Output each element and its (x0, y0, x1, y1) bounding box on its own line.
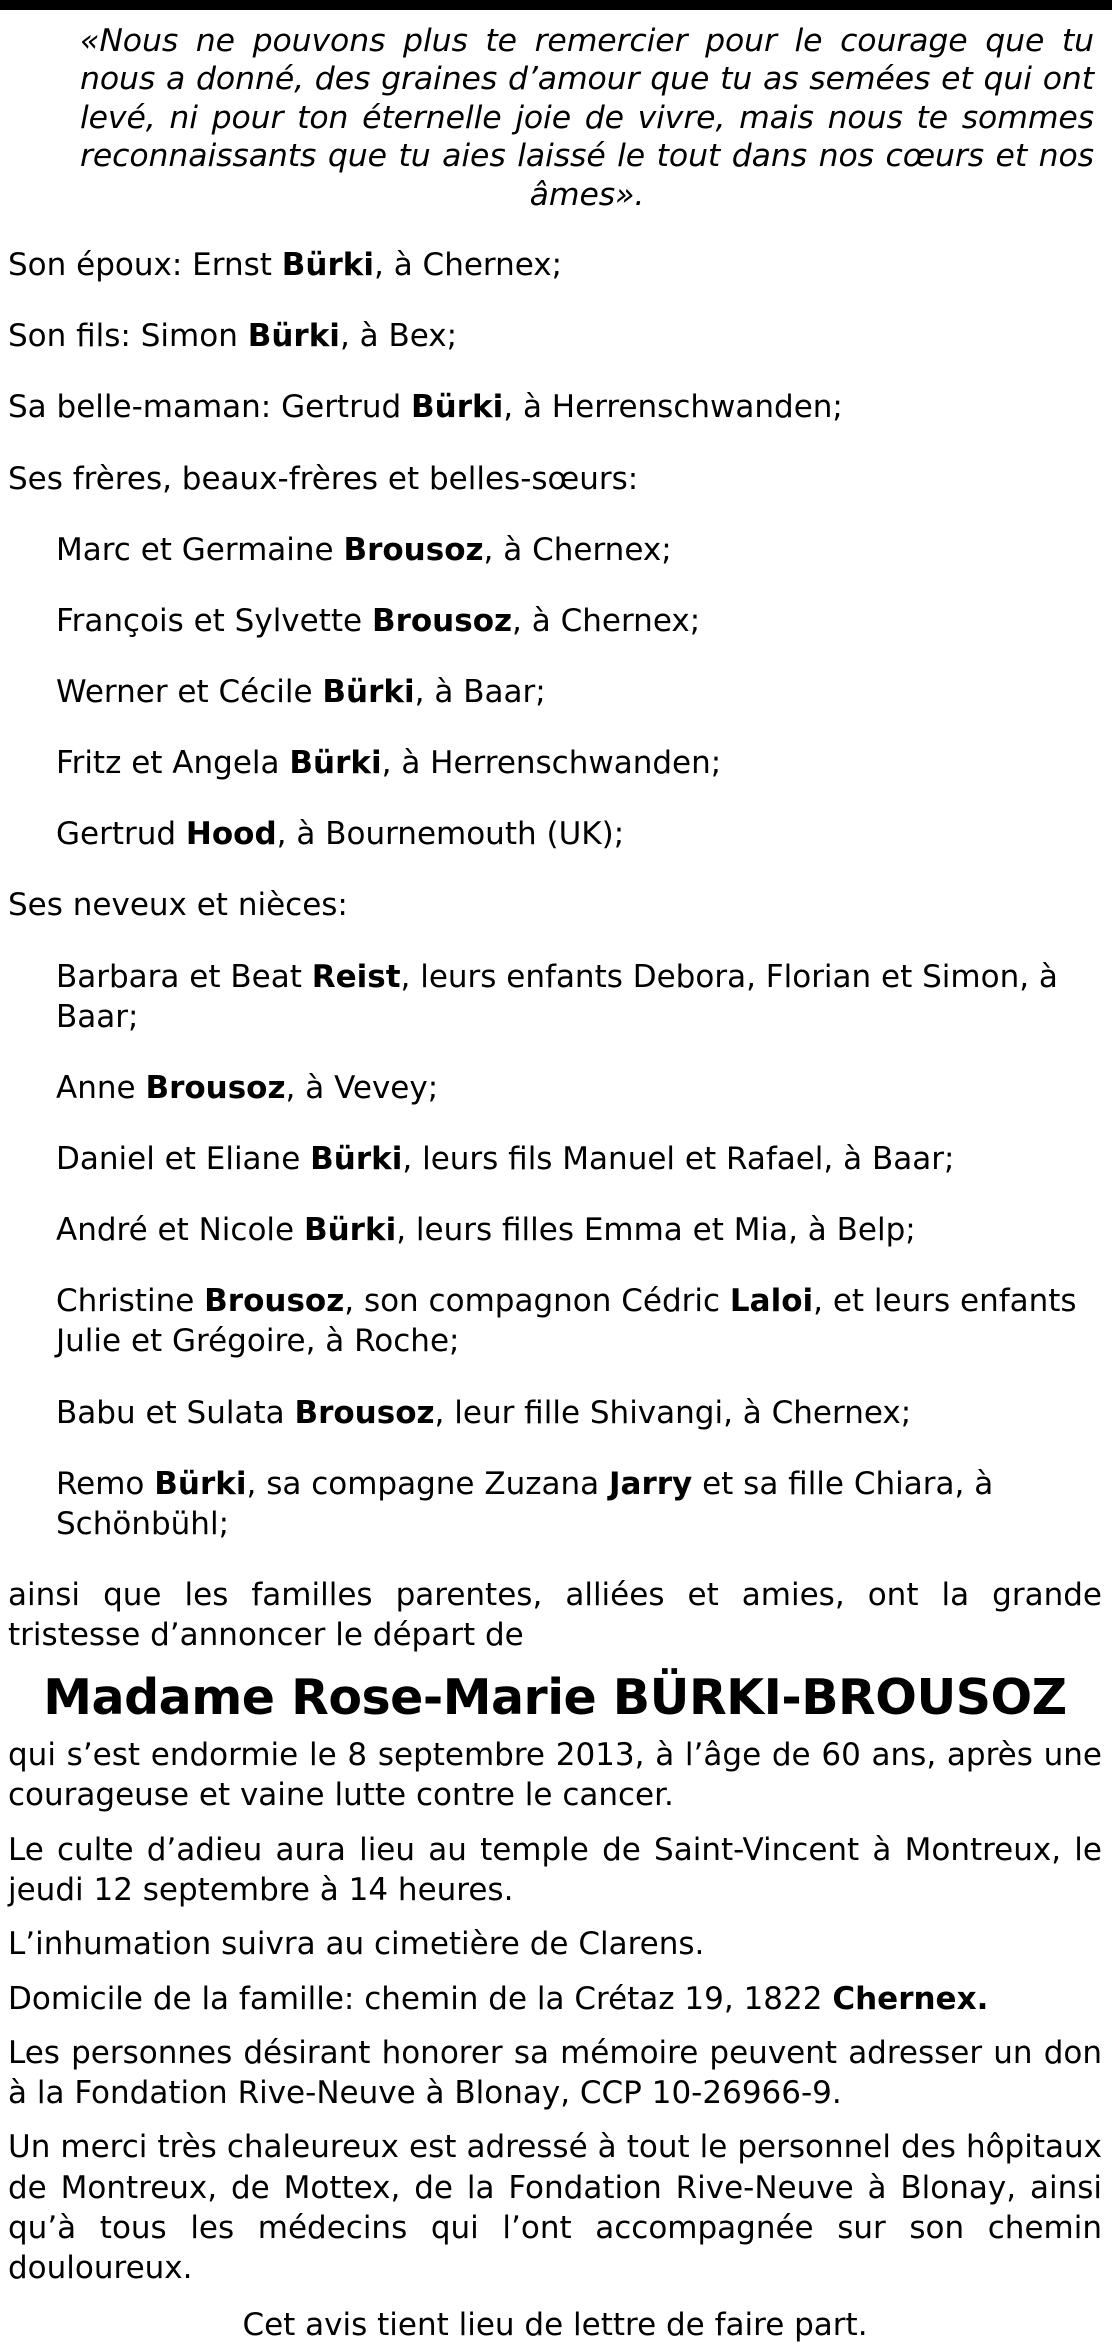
family-line: Anne Brousoz, à Vevey; (56, 1069, 439, 1106)
family-line: Barbara et Beat Reist, leurs enfants Debora, Florian et Simon, à Baar; (56, 958, 1058, 1035)
family-line: Babu et Sulata Brousoz, leur fille Shivangi, à Chernex; (56, 1394, 912, 1431)
family-line: Ses frères, beaux-frères et belles-sœurs: (8, 460, 639, 497)
family-line: Marc et Germaine Brousoz, à Chernex; (56, 531, 672, 568)
notice-content (8, 0, 1102, 2345)
family-line: François et Sylvette Brousoz, à Chernex; (56, 602, 701, 639)
notice-paragraph: Un merci très chaleureux est adressé à tout le personnel des hôpitaux de Montreux, de Mottex, de la Fondation Rive-Neuve à Blonay, ainsi qu’à tous les médecins qui l’ont accompagnée sur son chemin douloureux. (8, 2129, 1102, 2287)
family-list (8, 245, 1102, 1544)
notice-paragraph: L’inhumation suivra au cimetière de Clarens. (8, 1926, 705, 1963)
top-rule-divider (0, 0, 1112, 10)
family-line: Son fils: Simon Bürki, à Bex; (8, 318, 458, 355)
notice-paragraph: Domicile de la famille: chemin de la Crétaz 19, 1822 Chernex. (8, 1980, 989, 2017)
notice-paragraphs (8, 1735, 1102, 2289)
family-line: Gertrud Hood, à Bournemouth (UK); (56, 816, 625, 853)
family-line: Fritz et Angela Bürki, à Herrenschwanden; (56, 745, 722, 782)
family-line: Son époux: Ernst Bürki, à Chernex; (8, 247, 563, 284)
notice-paragraph: qui s’est endormie le 8 septembre 2013, à l’âge de 60 ans, après une courageuse et vaine lutte contre le cancer. (8, 1737, 1102, 1814)
final-line: Cet avis tient lieu de lettre de faire part. (242, 2306, 868, 2343)
closing-intro-text: ainsi que les familles parentes, alliées et amies, ont la grande tristesse d’annoncer le départ de (8, 1576, 1102, 1654)
family-line: Werner et Cécile Bürki, à Baar; (56, 673, 546, 710)
family-line: Remo Bürki, sa compagne Zuzana Jarry et sa fille Chiara, à Schönbühl; (56, 1465, 994, 1542)
notice-paragraph: Le culte d’adieu aura lieu au temple de Saint-Vincent à Montreux, le jeudi 12 septembre à 14 heures. (8, 1831, 1102, 1908)
epigraph-quote: «Nous ne pouvons plus te remercier pour le courage que tu nous a donné, des graines d’amour que tu as semées et qui ont levé, ni pour ton éternelle joie de vivre, mais nous te sommes reconnaissants que tu aies laissé le tout dans nos cœurs et nos âmes». (80, 23, 1094, 213)
family-line: Ses neveux et nièces: (8, 887, 348, 924)
family-line: Sa belle-maman: Gertrud Bürki, à Herrenschwanden; (8, 389, 843, 426)
family-line: Daniel et Eliane Bürki, leurs fils Manuel et Rafael, à Baar; (56, 1140, 955, 1177)
deceased-name: Madame Rose-Marie BÜRKI-BROUSOZ (43, 1669, 1067, 1727)
family-line: Christine Brousoz, son compagnon Cédric Laloi, et leurs enfants Julie et Grégoire, à Roche; (56, 1283, 1077, 1360)
notice-paragraph: Les personnes désirant honorer sa mémoire peuvent adresser un don à la Fondation Rive-Neuve à Blonay, CCP 10-26966-9. (8, 2034, 1102, 2112)
family-line: André et Nicole Bürki, leurs filles Emma et Mia, à Belp; (56, 1212, 916, 1249)
